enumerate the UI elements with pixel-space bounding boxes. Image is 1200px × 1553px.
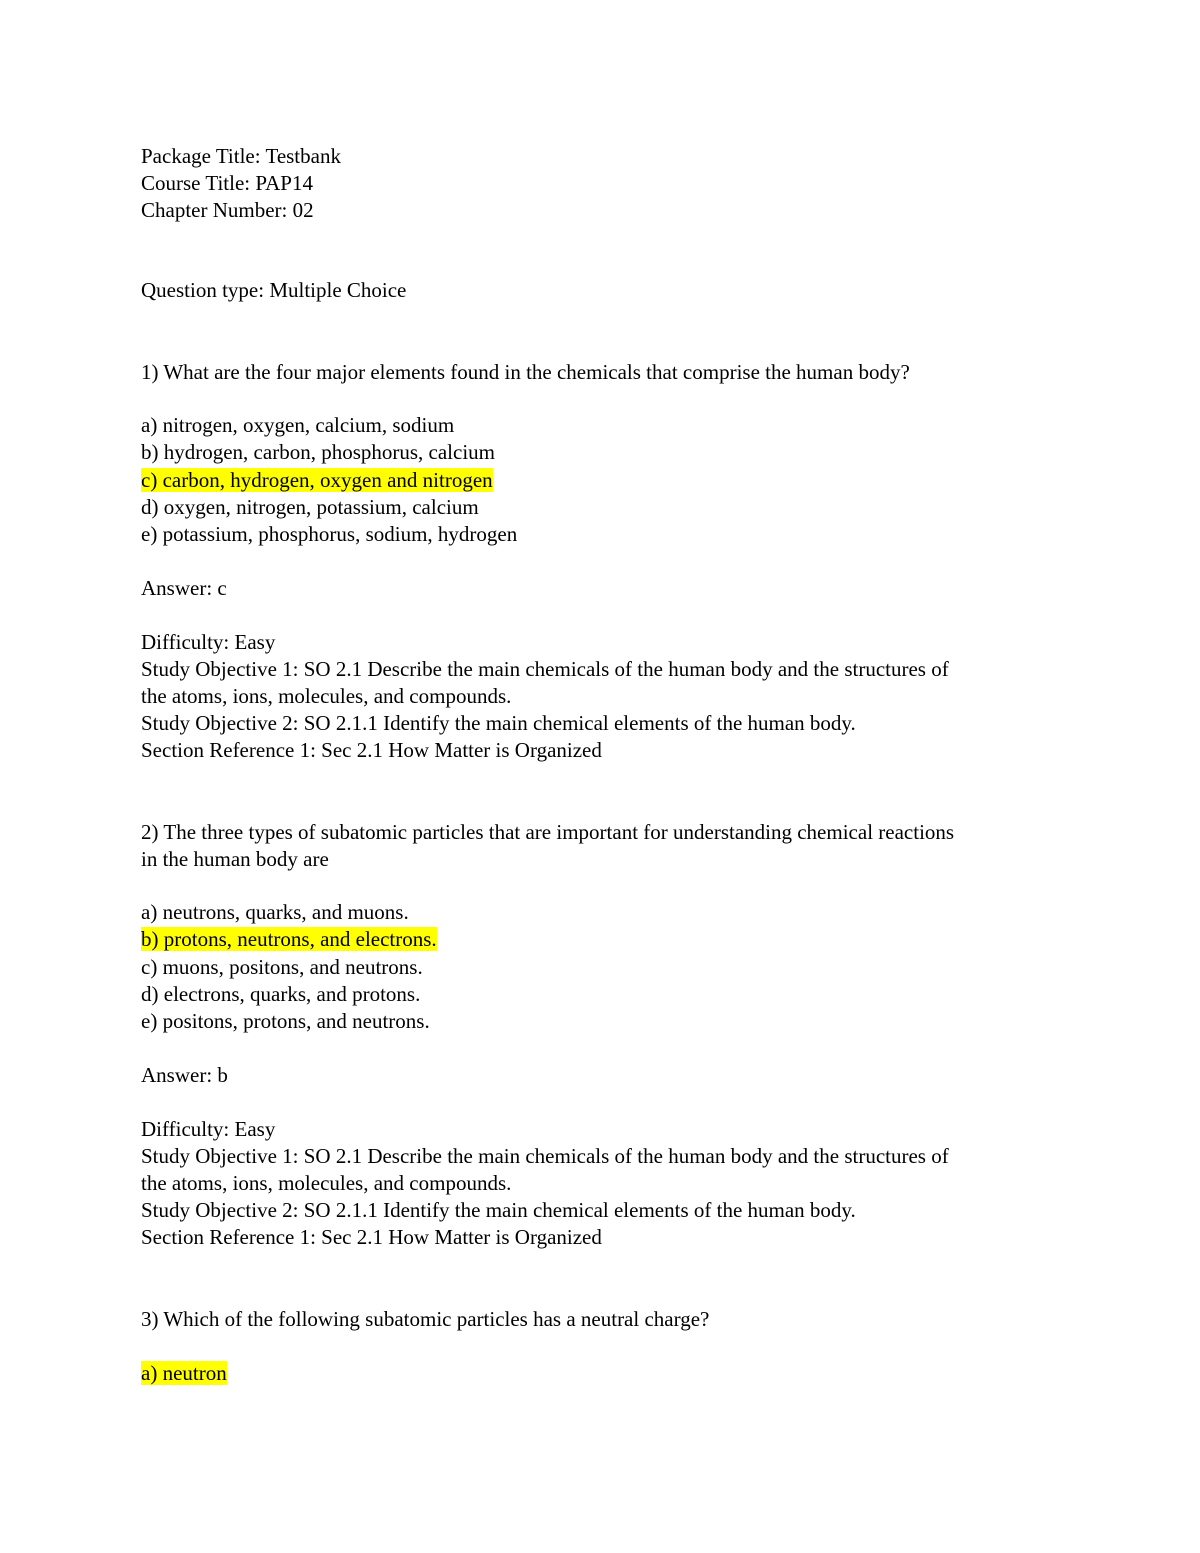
question-1-answer: Answer: c: [141, 576, 227, 600]
question-2-objective-2: Study Objective 2: SO 2.1.1 Identify the main chemical elements of the human body.: [141, 1198, 856, 1222]
question-1-option-d: d) oxygen, nitrogen, potassium, calcium: [141, 495, 479, 519]
question-1-objective-1: Study Objective 1: SO 2.1 Describe the main chemicals of the human body and the structures of: [141, 657, 949, 681]
question-1-option-a: a) nitrogen, oxygen, calcium, sodium: [141, 413, 455, 437]
question-2-option-c: c) muons, positons, and neutrons.: [141, 955, 423, 979]
course-title: Course Title: PAP14: [141, 171, 313, 195]
question-1-objective-2: Study Objective 2: SO 2.1.1 Identify the main chemical elements of the human body.: [141, 711, 856, 735]
question-1-difficulty: Difficulty: Easy: [141, 630, 276, 654]
question-2-objective-1: Study Objective 1: SO 2.1 Describe the main chemicals of the human body and the structures of: [141, 1144, 949, 1168]
package-title: Package Title: Testbank: [141, 144, 341, 168]
question-type: Question type: Multiple Choice: [141, 278, 407, 302]
question-2-objective-1-cont: the atoms, ions, molecules, and compounds.: [141, 1171, 512, 1195]
chapter-number: Chapter Number: 02: [141, 198, 314, 222]
question-2-option-e: e) positons, protons, and neutrons.: [141, 1009, 430, 1033]
question-1-stem: 1) What are the four major elements found in the chemicals that comprise the human body?: [141, 360, 910, 384]
question-2-difficulty: Difficulty: Easy: [141, 1117, 276, 1141]
question-1-section: Section Reference 1: Sec 2.1 How Matter is Organized: [141, 738, 602, 762]
question-2-option-d: d) electrons, quarks, and protons.: [141, 982, 421, 1006]
highlighted-answer: c) carbon, hydrogen, oxygen and nitrogen: [141, 468, 493, 492]
highlighted-answer: b) protons, neutrons, and electrons.: [141, 927, 437, 951]
question-1-option-b: b) hydrogen, carbon, phosphorus, calcium: [141, 440, 495, 464]
question-2-answer: Answer: b: [141, 1063, 228, 1087]
question-2-stem-cont: in the human body are: [141, 847, 329, 871]
question-2-stem: 2) The three types of subatomic particles that are important for understanding chemical reactions: [141, 820, 955, 844]
question-2-option-b: [141, 926, 437, 953]
question-1-option-c: [141, 467, 493, 494]
question-3-option-a: [141, 1360, 227, 1387]
question-2-section: Section Reference 1: Sec 2.1 How Matter is Organized: [141, 1225, 602, 1249]
question-1-objective-1-cont: the atoms, ions, molecules, and compounds.: [141, 684, 512, 708]
question-2-option-a: a) neutrons, quarks, and muons.: [141, 900, 409, 924]
question-1-option-e: e) potassium, phosphorus, sodium, hydrogen: [141, 522, 518, 546]
question-3-stem: 3) Which of the following subatomic particles has a neutral charge?: [141, 1307, 710, 1331]
highlighted-answer: a) neutron: [141, 1361, 227, 1385]
